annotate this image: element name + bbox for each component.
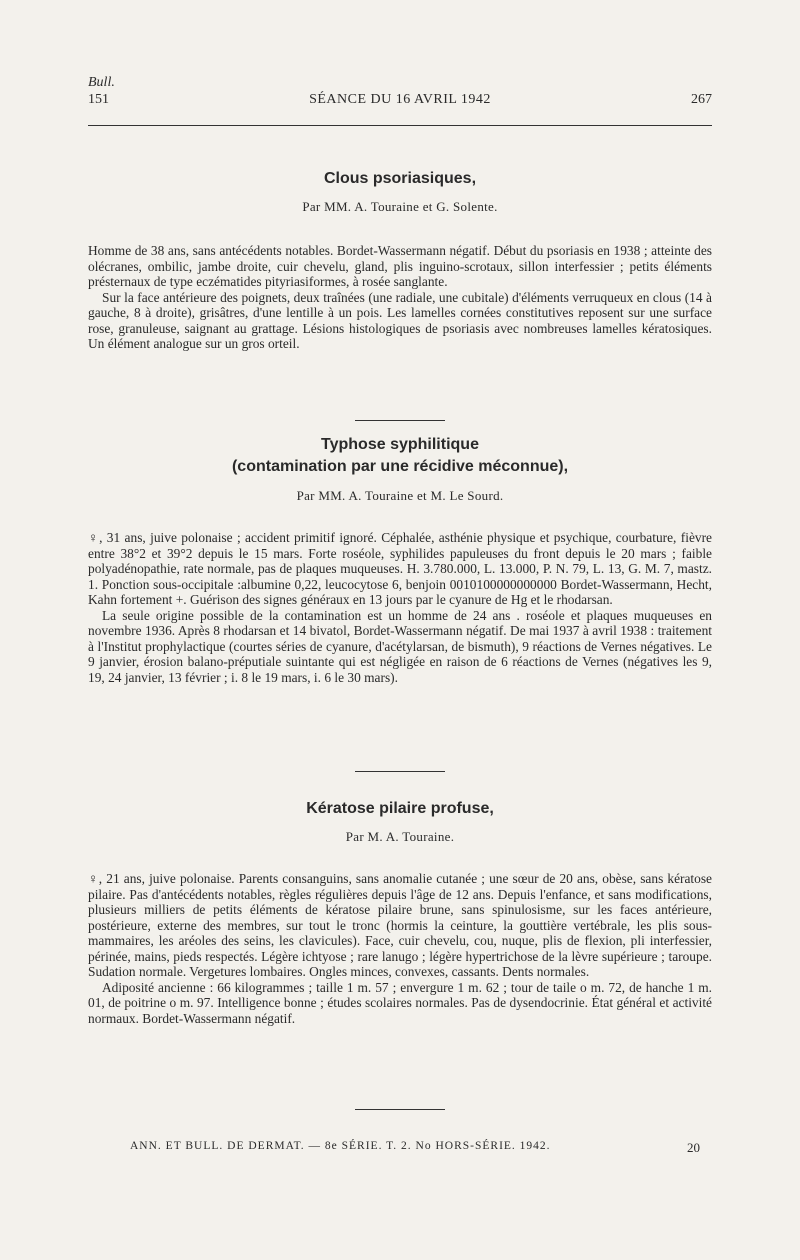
article-authors: Par MM. A. Touraine et G. Solente. bbox=[302, 199, 498, 214]
paragraph: Adiposité ancienne : 66 kilogrammes ; taille 1 m. 57 ; envergure 1 m. 62 ; tour de taile o m. 72, de hanche 1 m. 01, de poitrine o m. 97. Intelligence bonne ; études scolaires normales. Pas de dysendocrinie. État général et activité normaux. Bordet-Wassermann négatif. bbox=[88, 979, 712, 1026]
paragraph: Homme de 38 ans, sans antécédents notables. Bordet-Wassermann négatif. Début du psoriasis en 1938 ; atteinte des olécranes, ombilic, jambe droite, cuir chevelu, gland, plis inguino-scrotaux, sillon interfessier ; petits éléments présternaux de type eczématides pityriasiformes, à rosée sanglante. bbox=[88, 243, 712, 289]
article-body bbox=[88, 871, 712, 1026]
paragraph: La seule origine possible de la contamination est un homme de 24 ans . roséole et plaques muqueuses en novembre 1936. Après 8 rhodarsan et 14 bivatol, Bordet-Wassermann négatif. De mai 1937 à avril 1938 : traitement à l'Institut prophylactique (courtes séries de cyanure, d'acétylarsan, de bismuth), 9 réactions de Vernes négatives. Le 9 janvier, érosion balano-préputiale suintante qui est négligée en raison de 6 réactions de Vernes (négatives les 9, 19, 24 janvier, 13 février ; i. 8 le 19 mars, i. 6 le 30 mars). bbox=[88, 607, 712, 685]
journal-abbrev: Bull. bbox=[88, 75, 115, 90]
session-title: SÉANCE DU 16 AVRIL 1942 bbox=[309, 92, 491, 107]
article-authors: Par MM. A. Touraine et M. Le Sourd. bbox=[296, 488, 504, 503]
section-separator bbox=[355, 771, 445, 772]
signature-number: 20 bbox=[687, 1140, 700, 1155]
page-number: 267 bbox=[691, 92, 712, 107]
article-subtitle: (contamination par une récidive méconnue), bbox=[231, 458, 569, 475]
article-clous-psoriasiques bbox=[88, 168, 712, 352]
running-header bbox=[88, 92, 712, 116]
left-page-number: 151 bbox=[88, 92, 109, 107]
article-title: Kératose pilaire profuse, bbox=[306, 800, 494, 817]
article-keratose-pilaire bbox=[88, 798, 712, 1026]
section-separator bbox=[355, 420, 445, 421]
article-title: Clous psoriasiques, bbox=[323, 170, 477, 187]
article-body bbox=[88, 530, 712, 685]
header-rule bbox=[88, 125, 712, 126]
article-title: Typhose syphilitique bbox=[321, 436, 479, 453]
section-separator bbox=[355, 1109, 445, 1110]
article-body bbox=[88, 243, 712, 352]
article-authors: Par M. A. Touraine. bbox=[345, 829, 455, 844]
article-typhose-syphilitique bbox=[88, 434, 712, 685]
paragraph: ♀, 21 ans, juive polonaise. Parents consanguins, sans anomalie cutanée ; une sœur de 20 ans, obèse, sans kératose pilaire. Pas d'antécédents notables, règles régulières depuis l'âge de 12 ans. Depuis l'enfance, et sans modifications, plusieurs milliers de petits éléments de kératose pilaire brune, sans spinulosisme, sur les faces antérieure, postérieure, externe des membres, sur tout le tronc (hormis la ceinture, la gouttière vertébrale, les plis sous-mammaires, les aréoles des seins, les clavicules). Face, cuir chevelu, cou, nuque, plis de flexion, pli interfessier, périnée, mains, pieds respectés. Légère ichtyose ; rare lanugo ; légère hypertrichose de la lèvre supérieure ; taroupe. Sudation normale. Vergetures lombaires. Ongles minces, convexes, cassants. Dents normales. bbox=[88, 871, 712, 979]
paragraph: Sur la face antérieure des poignets, deux traînées (une radiale, une cubitale) d'éléments verruqueux en clous (14 à gauche, 8 à droite), grisâtres, d'une lentille à un pois. Les lamelles cornées constitutives reposent sur une surface rose, granuleuse, saignant au grattage. Lésions histologiques de psoriasis avec nombreuses lamelles kératosiques. Un élément analogue sur un gros orteil. bbox=[88, 289, 712, 351]
journal-citation: ANN. ET BULL. DE DERMAT. — 8e SÉRIE. T. 2. No HORS-SÉRIE. 1942. bbox=[130, 1140, 551, 1152]
paragraph: ♀, 31 ans, juive polonaise ; accident primitif ignoré. Céphalée, asthénie physique et psychique, courbature, fièvre entre 38°2 et 39°2 depuis le 15 mars. Forte roséole, syphilides papuleuses du front depuis le 20 mars ; faible polyadénopathie, rate normale, pas de plaques muqueuses. H. 3.780.000, L. 13.000, P. N. 79, L. 13, G. M. 7, mastz. 1. Ponction sous-occipitale :albumine 0,22, leucocytose 6, benjoin 0010100000000000 Bordet-Wassermann, Hecht, Kahn fortement +. Guérison des signes généraux en 13 jours par le cyanure de Hg et le rhodarsan. bbox=[88, 530, 712, 607]
